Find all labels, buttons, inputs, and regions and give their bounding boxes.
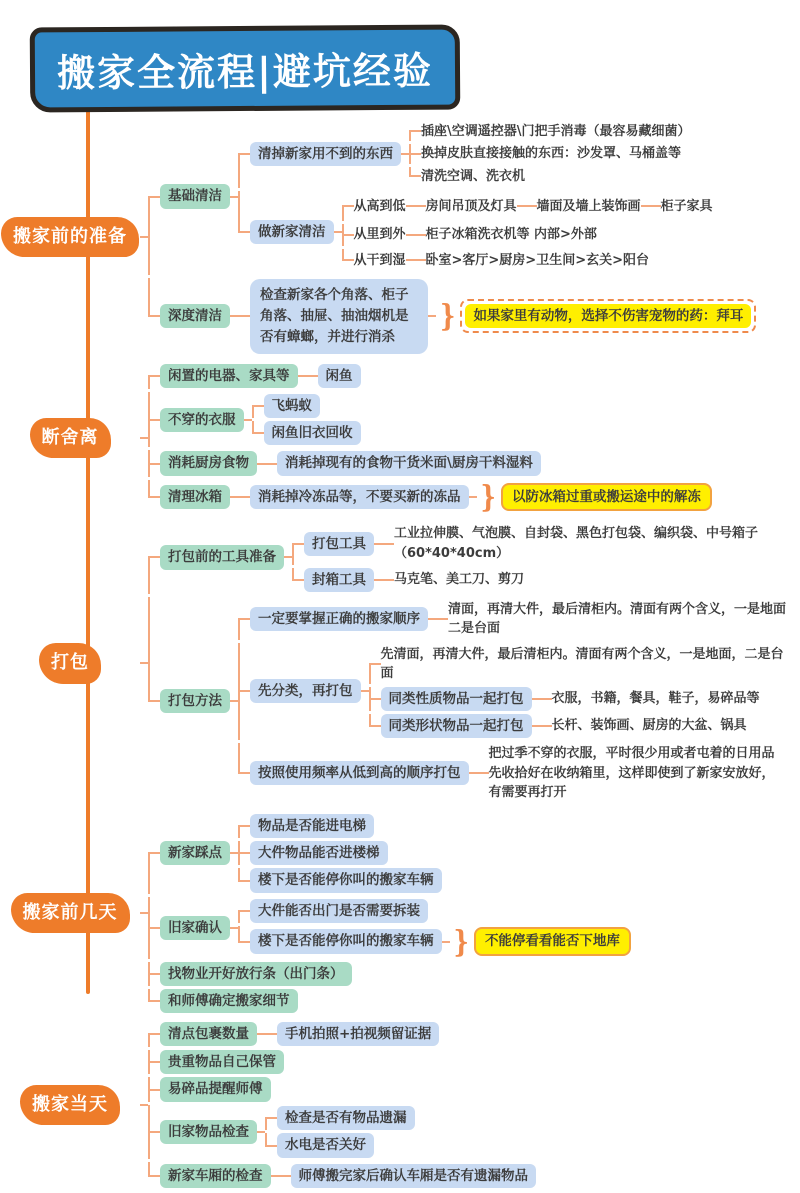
brace-icon: } — [453, 922, 469, 959]
mindmap — [0, 115, 800, 1193]
note-paragraph: 检查新家各个角落、柜子角落、抽屉、抽油烟机是否有蟑螂，并进行消杀 — [250, 279, 428, 354]
leaf-text: 长杆、装饰画、厨房的大盆、锅具 — [551, 718, 747, 734]
subtopic-node: 物品是否能进电梯 — [250, 814, 374, 838]
leaf-text: 从干到湿 — [353, 252, 406, 268]
branch-node-declutter: 断舍离 — [30, 418, 111, 458]
topic-node: 清点包裹数量 — [160, 1022, 257, 1046]
subtopic-node: 师傅搬完家后确认车厢是否有遗漏物品 — [291, 1164, 537, 1188]
topic-node: 基础清洁 — [160, 184, 230, 208]
topic-node: 和师傅确定搬家细节 — [160, 989, 298, 1013]
topic-node: 新家踩点 — [160, 841, 230, 865]
branch-days-before — [0, 811, 800, 1015]
subtopic-node: 同类形状物品一起打包 — [381, 714, 532, 738]
branch-node-days-before: 搬家前几天 — [11, 893, 130, 933]
branch-packing — [0, 520, 800, 807]
subtopic-node: 消耗掉现有的食物干货米面\厨房干料湿料 — [277, 451, 541, 475]
topic-node: 易碎品提醒师傅 — [160, 1077, 271, 1101]
subtopic-node: 楼下是否能停你叫的搬家车辆 — [250, 868, 442, 892]
subtopic-node: 一定要掌握正确的搬家顺序 — [250, 607, 428, 631]
leaf-text: 换掉皮肤直接接触的东西：沙发罩、马桶盖等 — [421, 146, 682, 161]
leaf-text: 衣服，书籍，餐具，鞋子，易碎品等 — [551, 690, 760, 706]
topic-node: 不穿的衣服 — [160, 408, 244, 432]
leaf-text: 柜子冰箱洗衣机等 内部>外部 — [425, 227, 597, 242]
subtopic-node: 封箱工具 — [304, 568, 374, 592]
leaf-text: 卧室>客厅>厨房>卫生间>玄关>阳台 — [425, 252, 649, 268]
leaf-text: 把过季不穿的衣服，平时很少用或者屯着的日用品先收拾好在收纳箱里，这样即使到了新家安放好，有需要再打开 — [488, 746, 775, 801]
topic-node: 清理冰箱 — [160, 485, 230, 509]
branch-declutter — [0, 361, 800, 516]
highlight-note: 以防冰箱过重或搬运途中的解冻 — [501, 483, 712, 511]
leaf-text: 柜子家具 — [660, 198, 713, 214]
topic-node: 贵重物品自己保管 — [160, 1050, 284, 1074]
brace-icon: } — [480, 478, 496, 515]
topic-node: 打包方法 — [160, 689, 230, 713]
branch-node-packing: 打包 — [39, 643, 101, 683]
highlight-note: 不能停看看能否下地库 — [474, 927, 631, 955]
subtopic-node: 水电是否关好 — [277, 1133, 374, 1157]
subtopic-node: 同类性质物品一起打包 — [381, 687, 532, 711]
leaf-text: 房间吊顶及灯具 — [425, 198, 517, 214]
leaf-text: 马克笔、美工刀、剪刀 — [394, 572, 525, 588]
subtopic-node: 做新家清洁 — [250, 220, 334, 244]
subtopic-node: 楼下是否能停你叫的搬家车辆 — [250, 929, 442, 953]
subtopic-node: 手机拍照+拍视频留证据 — [277, 1022, 439, 1046]
leaf-text: 先清面，再清大件，最后清柜内。清面有两个含义，一是地面，二是台面 — [380, 646, 784, 682]
branch-node-preparation: 搬家前的准备 — [1, 217, 139, 257]
branch-moving-day — [0, 1019, 800, 1191]
topic-node: 旧家确认 — [160, 916, 230, 940]
subtopic-node: 检查是否有物品遗漏 — [277, 1106, 415, 1130]
brace-icon: } — [440, 297, 456, 334]
leaf-text: 工业拉伸膜、气泡膜、自封袋、黑色打包袋、编织袋、中号箱子（60*40*40cm） — [394, 526, 759, 561]
subtopic-node: 打包工具 — [304, 532, 374, 556]
topic-node: 深度清洁 — [160, 304, 230, 328]
subtopic-node: 闲鱼 — [318, 364, 361, 388]
branch-node-moving-day: 搬家当天 — [20, 1085, 120, 1125]
subtopic-node: 清掉新家用不到的东西 — [250, 142, 401, 166]
leaf-text: 墙面及墙上装饰画 — [536, 198, 641, 214]
subtopic-node: 消耗掉冷冻品等，不要买新的冻品 — [250, 485, 469, 509]
topic-node: 打包前的工具准备 — [160, 545, 284, 569]
topic-node: 消耗厨房食物 — [160, 451, 257, 475]
highlight-note: 如果家里有动物，选择不伤害宠物的药：拜耳 — [460, 299, 756, 333]
map-title: 搬家全流程|避坑经验 — [30, 25, 460, 113]
topic-node: 旧家物品检查 — [160, 1120, 257, 1144]
topic-node: 新家车厢的检查 — [160, 1164, 271, 1188]
subtopic-node: 大件物品能否进楼梯 — [250, 841, 388, 865]
subtopic-node: 按照使用频率从低到高的顺序打包 — [250, 761, 469, 785]
leaf-text: 从里到外 — [353, 227, 406, 242]
subtopic-node: 闲鱼旧衣回收 — [264, 421, 361, 445]
subtopic-node: 先分类，再打包 — [250, 679, 361, 703]
leaf-text: 从高到低 — [353, 198, 406, 214]
topic-node: 找物业开好放行条（出门条） — [160, 962, 352, 986]
subtopic-node: 飞蚂蚁 — [264, 394, 321, 418]
subtopic-node: 大件能否出门是否需要拆装 — [250, 899, 428, 923]
topic-node: 闲置的电器、家具等 — [160, 364, 298, 388]
leaf-text: 插座\空调遥控器\门把手消毒（最容易藏细菌） — [421, 123, 691, 139]
leaf-text: 清面，再清大件，最后清柜内。清面有两个含义，一是地面二是台面 — [448, 601, 787, 637]
leaf-text: 清洗空调、洗衣机 — [421, 168, 526, 184]
branch-preparation — [0, 117, 800, 357]
